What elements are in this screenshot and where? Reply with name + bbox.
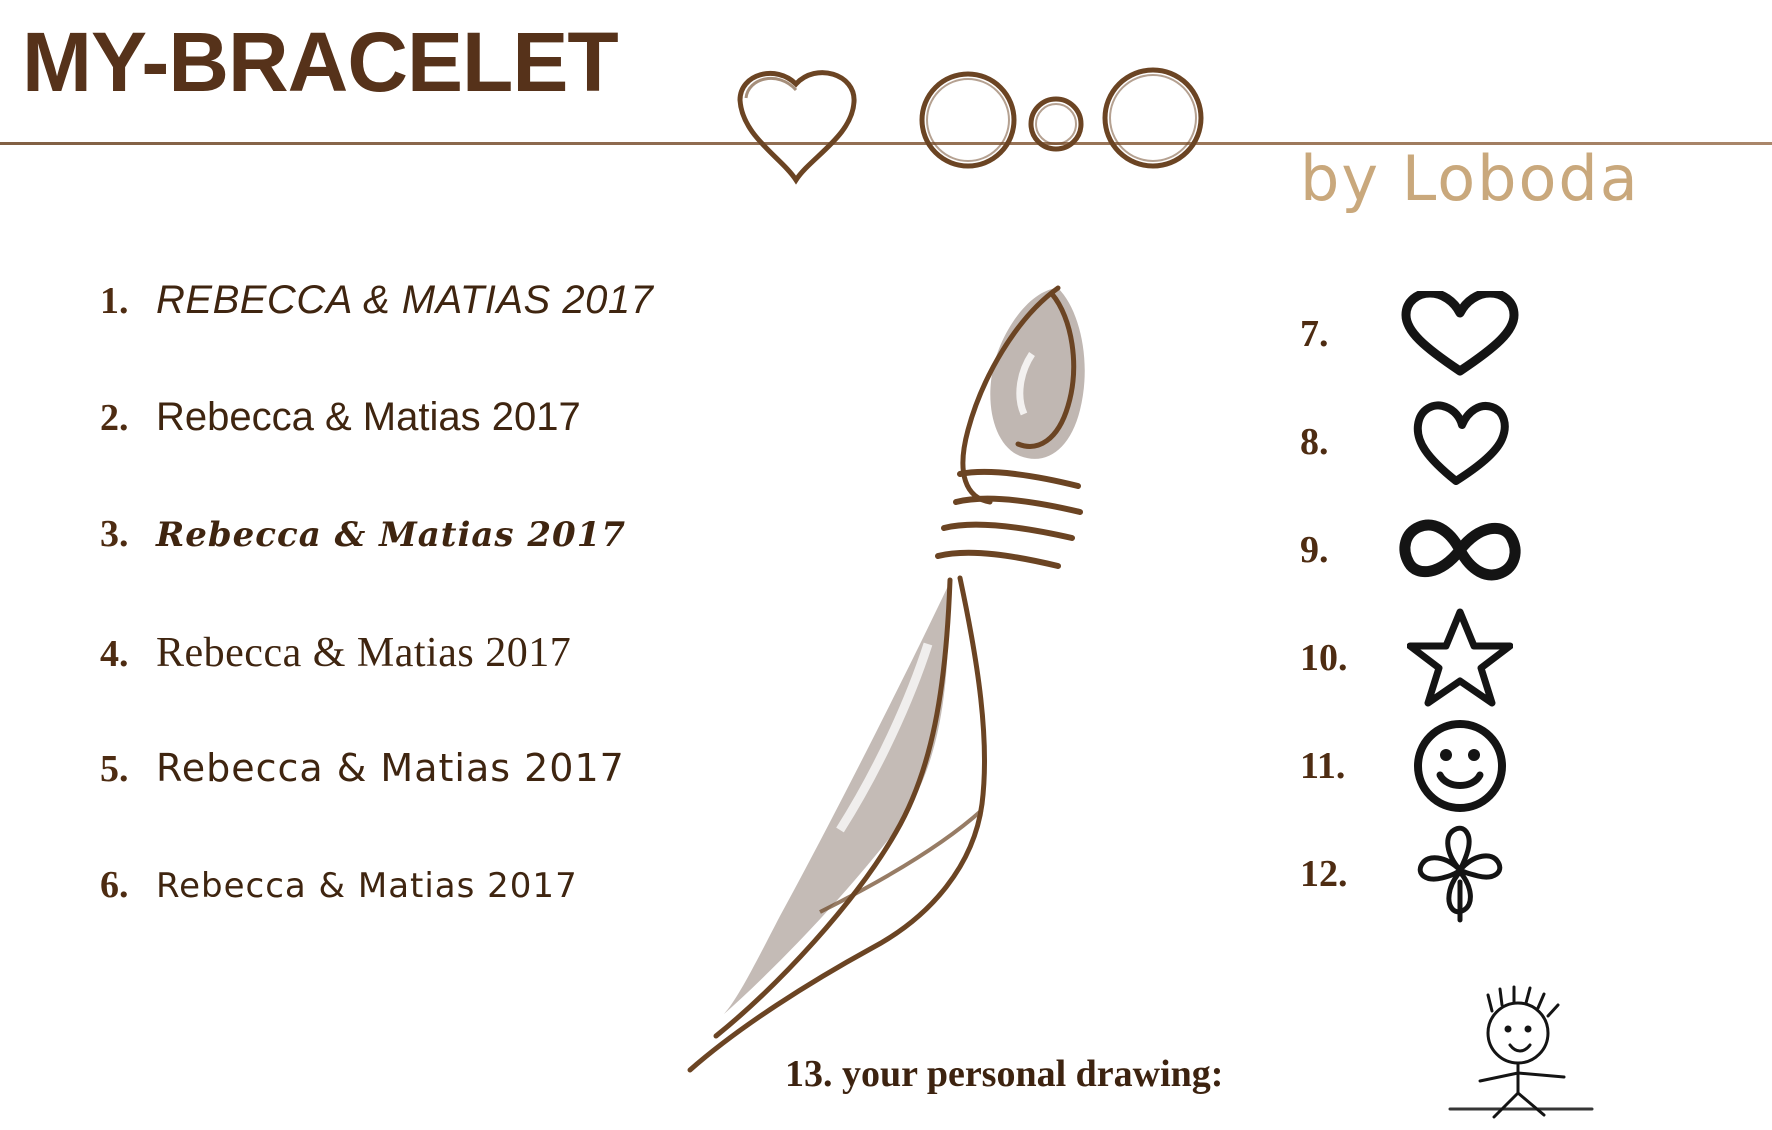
page-title: MY-BRACELET — [22, 15, 618, 109]
list-item-number: 4. — [100, 633, 129, 675]
list-item-number: 12. — [1300, 853, 1348, 895]
list-item-number: 10. — [1300, 637, 1348, 679]
list-item-number: 9. — [1300, 529, 1329, 571]
list-item[interactable] — [1300, 280, 1630, 388]
list-item-label: Rebecca & Matias 2017 — [156, 515, 627, 555]
byline: by Loboda — [1300, 142, 1640, 215]
stick-figure-doodle — [1440, 985, 1600, 1125]
list-item-number: 2. — [100, 397, 129, 439]
list-item[interactable] — [1300, 820, 1630, 928]
list-item[interactable] — [1300, 496, 1630, 604]
personal-drawing-label: 13. your personal drawing: — [785, 1053, 1224, 1095]
list-item-number: 7. — [1300, 313, 1329, 355]
list-item-number: 1. — [100, 280, 129, 322]
list-item-label: Rebecca & Matias 2017 — [156, 395, 581, 439]
list-item-label: Rebecca & Matias 2017 — [156, 866, 578, 906]
list-item-label: Rebecca & Matias 2017 — [156, 746, 625, 790]
list-item[interactable] — [1300, 388, 1630, 496]
four-leaf-clover-icon — [1390, 824, 1530, 924]
list-item-number: 11. — [1300, 745, 1346, 787]
list-item[interactable] — [1300, 604, 1630, 712]
infinity-icon — [1390, 500, 1530, 600]
smiley-face-icon — [1390, 716, 1530, 816]
list-item-number: 6. — [100, 864, 129, 906]
list-item-label: Rebecca & Matias 2017 — [156, 630, 572, 676]
list-item-label: REBECCA & MATIAS 2017 — [156, 278, 654, 322]
list-item-number: 8. — [1300, 421, 1329, 463]
list-item-number: 5. — [100, 748, 129, 790]
page-header — [0, 0, 1772, 240]
feather-illustration — [660, 270, 1200, 1080]
list-item[interactable] — [1300, 712, 1630, 820]
star-icon — [1390, 608, 1530, 708]
list-item-number: 3. — [100, 513, 129, 555]
outline-heart-icon — [1390, 392, 1530, 492]
personal-drawing-row[interactable] — [785, 1052, 1223, 1096]
symbol-list — [1300, 280, 1630, 928]
filled-heart-icon — [1390, 284, 1530, 384]
heart-and-beads-drawing — [728, 48, 1328, 198]
